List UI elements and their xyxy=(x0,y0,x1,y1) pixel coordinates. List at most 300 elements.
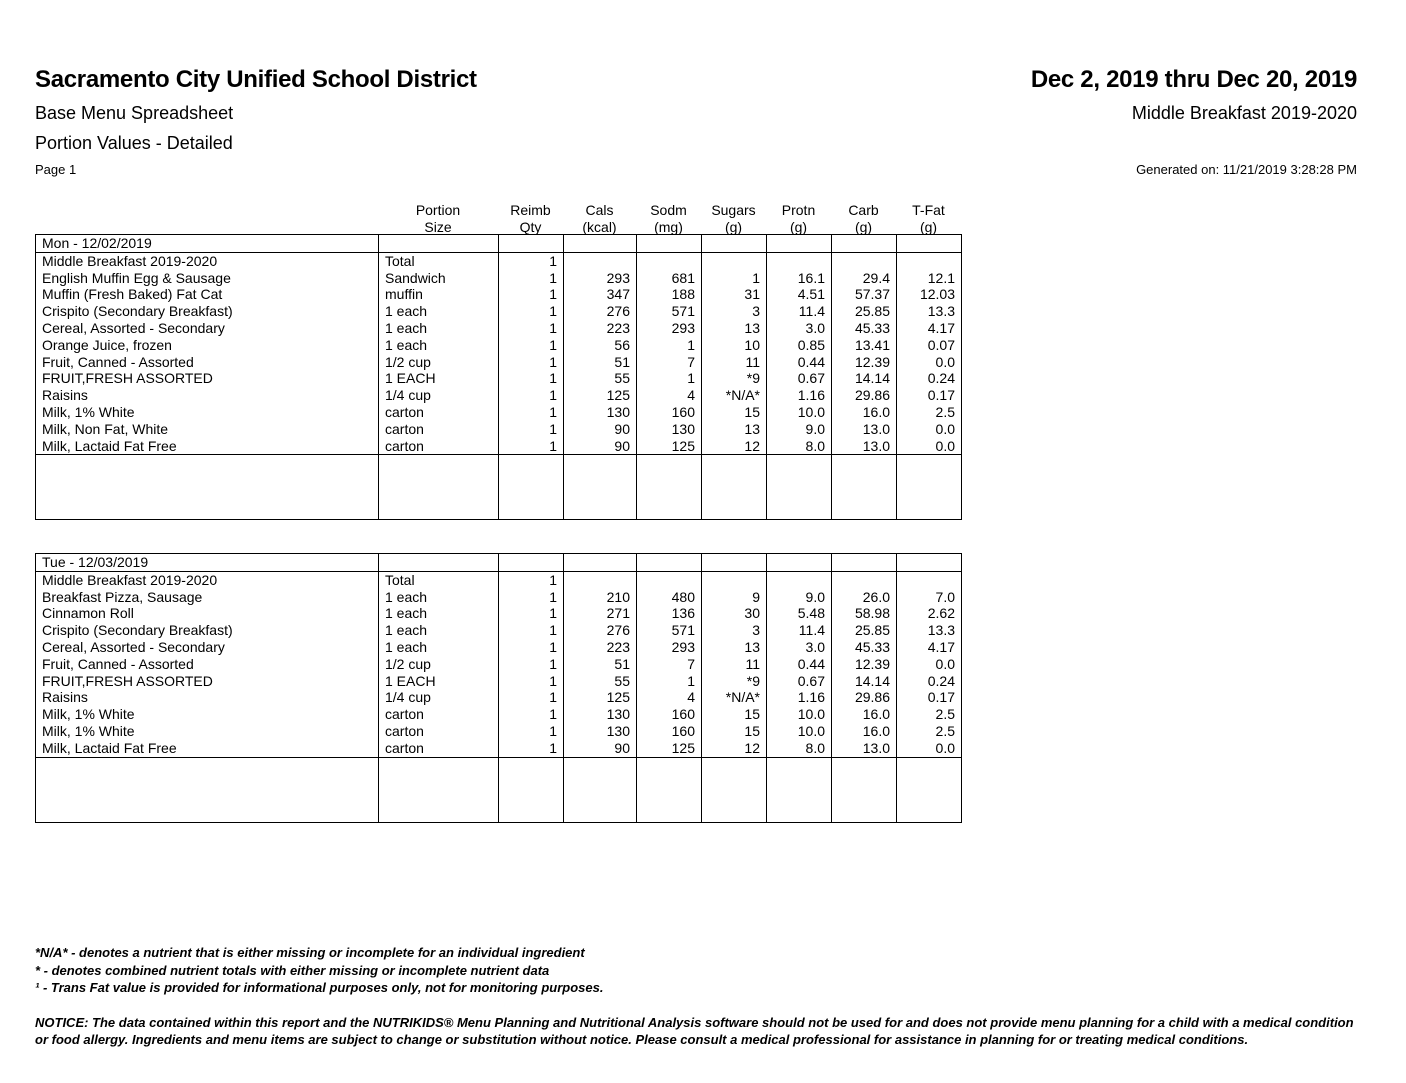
carb-cell: 14.14 xyxy=(832,673,897,690)
district-title: Sacramento City Unified School District xyxy=(35,66,477,93)
cals-cell: 55 xyxy=(564,370,637,387)
column-header-line2: Qty xyxy=(519,219,542,235)
table-row xyxy=(36,723,962,740)
sodium-cell: 130 xyxy=(637,421,702,438)
empty-cell xyxy=(499,235,564,253)
column-header-line1: Sodm xyxy=(650,202,687,218)
sugars-cell: 10 xyxy=(702,337,767,354)
column-header-line1: Carb xyxy=(848,202,879,218)
carb-cell: 16.0 xyxy=(832,706,897,723)
reimb-qty-cell: 1 xyxy=(499,689,564,706)
reimb-qty-cell: 1 xyxy=(499,622,564,639)
total-fat-cell: 2.5 xyxy=(897,404,962,421)
sugars-cell: 13 xyxy=(702,639,767,656)
empty-cell xyxy=(897,235,962,253)
table-row xyxy=(36,404,962,421)
total-fat-cell xyxy=(897,252,962,269)
item-name-cell: Crispito (Secondary Breakfast) xyxy=(36,303,379,320)
empty-cell xyxy=(767,455,832,520)
reimb-qty-cell: 1 xyxy=(499,404,564,421)
empty-cell xyxy=(767,235,832,253)
portion-size-cell: 1 EACH xyxy=(379,370,499,387)
reimb-qty-cell: 1 xyxy=(499,320,564,337)
reimb-qty-cell: 1 xyxy=(499,706,564,723)
item-name-cell: Milk, 1% White xyxy=(36,723,379,740)
column-header-line1: Reimb xyxy=(510,202,551,218)
carb-cell xyxy=(832,252,897,269)
sodium-cell: 1 xyxy=(637,673,702,690)
carb-cell: 25.85 xyxy=(832,622,897,639)
report-type: Base Menu Spreadsheet xyxy=(35,103,234,123)
protein-cell: 3.0 xyxy=(767,639,832,656)
sugars-cell xyxy=(702,571,767,588)
portion-size-cell: 1 each xyxy=(379,589,499,606)
day-label: Mon - 12/02/2019 xyxy=(36,235,379,253)
sodium-cell: 1 xyxy=(637,337,702,354)
carb-cell: 12.39 xyxy=(832,354,897,371)
cals-cell: 125 xyxy=(564,689,637,706)
sodium-cell: 480 xyxy=(637,589,702,606)
portion-size-cell: carton xyxy=(379,404,499,421)
column-header-line2: (g) xyxy=(919,219,938,235)
item-name-cell: Breakfast Pizza, Sausage xyxy=(36,589,379,606)
empty-cell xyxy=(499,554,564,572)
portion-size-cell: carton xyxy=(379,421,499,438)
item-name-cell: Cereal, Assorted - Secondary xyxy=(36,320,379,337)
table-row xyxy=(36,270,962,287)
reimb-qty-cell: 1 xyxy=(499,639,564,656)
reimb-qty-cell: 1 xyxy=(499,387,564,404)
portion-size-cell: 1/2 cup xyxy=(379,354,499,371)
sugars-cell: 31 xyxy=(702,286,767,303)
reimb-qty-cell: 1 xyxy=(499,337,564,354)
portion-size-cell: carton xyxy=(379,723,499,740)
reimb-qty-cell: 1 xyxy=(499,421,564,438)
carb-cell: 45.33 xyxy=(832,639,897,656)
reimb-qty-cell: 1 xyxy=(499,571,564,588)
column-header-protn xyxy=(766,202,831,236)
carb-cell: 16.0 xyxy=(832,723,897,740)
sugars-cell: 13 xyxy=(702,421,767,438)
empty-cell xyxy=(637,235,702,253)
portion-size-cell: 1 each xyxy=(379,605,499,622)
reimb-qty-cell: 1 xyxy=(499,303,564,320)
menu-name: Middle Breakfast 2019-2020 xyxy=(1131,103,1357,123)
cals-cell: 55 xyxy=(564,673,637,690)
reimb-qty-cell: 1 xyxy=(499,252,564,269)
sodium-cell: 1 xyxy=(637,370,702,387)
total-fat-cell: 4.17 xyxy=(897,320,962,337)
empty-cell xyxy=(832,455,897,520)
carb-cell: 29.4 xyxy=(832,270,897,287)
protein-cell: 0.67 xyxy=(767,370,832,387)
cals-cell: 130 xyxy=(564,723,637,740)
day-header-row xyxy=(36,554,962,572)
sugars-cell: 9 xyxy=(702,589,767,606)
reimb-qty-cell: 1 xyxy=(499,270,564,287)
cals-cell: 130 xyxy=(564,404,637,421)
sugars-cell: 13 xyxy=(702,320,767,337)
sugars-cell: 11 xyxy=(702,354,767,371)
empty-cell xyxy=(767,757,832,822)
reimb-qty-cell: 1 xyxy=(499,438,564,455)
protein-cell: 0.67 xyxy=(767,673,832,690)
table-row xyxy=(36,740,962,757)
column-header-line2: (mg) xyxy=(654,219,683,235)
sodium-cell: 125 xyxy=(637,740,702,757)
sodium-cell: 4 xyxy=(637,689,702,706)
cals-cell: 223 xyxy=(564,320,637,337)
empty-cell xyxy=(564,235,637,253)
portion-size-cell: muffin xyxy=(379,286,499,303)
portion-size-cell: Total xyxy=(379,571,499,588)
day-label: Tue - 12/03/2019 xyxy=(36,554,379,572)
table-row xyxy=(36,421,962,438)
sodium-cell xyxy=(637,571,702,588)
column-header-line2: (g) xyxy=(789,219,808,235)
cals-cell: 90 xyxy=(564,421,637,438)
carb-cell: 29.86 xyxy=(832,689,897,706)
protein-cell xyxy=(767,571,832,588)
sodium-cell: 571 xyxy=(637,622,702,639)
item-name-cell: Fruit, Canned - Assorted xyxy=(36,354,379,371)
table-row xyxy=(36,320,962,337)
protein-cell: 10.0 xyxy=(767,706,832,723)
footnote-na: *N/A* - denotes a nutrient that is either missing or incomplete for an individual ingredient xyxy=(35,945,585,960)
total-fat-cell: 2.62 xyxy=(897,605,962,622)
column-header-line1: Portion xyxy=(415,202,461,218)
empty-cell xyxy=(832,235,897,253)
sodium-cell: 136 xyxy=(637,605,702,622)
column-header-line2: (kcal) xyxy=(582,219,617,235)
total-fat-cell: 0.0 xyxy=(897,740,962,757)
cals-cell: 51 xyxy=(564,656,637,673)
page-number: Page 1 xyxy=(35,162,77,177)
total-fat-cell: 13.3 xyxy=(897,303,962,320)
table-row xyxy=(36,354,962,371)
sugars-cell: 15 xyxy=(702,404,767,421)
portion-size-cell: 1 EACH xyxy=(379,673,499,690)
item-name-cell: English Muffin Egg & Sausage xyxy=(36,270,379,287)
item-name-cell: Raisins xyxy=(36,689,379,706)
table-row xyxy=(36,706,962,723)
protein-cell: 10.0 xyxy=(767,404,832,421)
report-detail: Portion Values - Detailed xyxy=(35,133,233,153)
empty-cell xyxy=(36,757,379,822)
item-name-cell: Milk, Lactaid Fat Free xyxy=(36,740,379,757)
sugars-cell: *9 xyxy=(702,673,767,690)
cals-cell xyxy=(564,571,637,588)
cals-cell: 223 xyxy=(564,639,637,656)
protein-cell: 1.16 xyxy=(767,387,832,404)
portion-size-cell: 1 each xyxy=(379,622,499,639)
carb-cell: 58.98 xyxy=(832,605,897,622)
day-table-mon xyxy=(35,234,962,520)
portion-size-cell: carton xyxy=(379,706,499,723)
empty-cell xyxy=(767,554,832,572)
sodium-cell: 681 xyxy=(637,270,702,287)
empty-cell xyxy=(702,455,767,520)
empty-cell xyxy=(832,757,897,822)
carb-cell: 12.39 xyxy=(832,656,897,673)
generated-timestamp: Generated on: 11/21/2019 3:28:28 PM xyxy=(1136,162,1357,177)
cals-cell: 56 xyxy=(564,337,637,354)
portion-size-cell: 1/2 cup xyxy=(379,656,499,673)
item-name-cell: FRUIT,FRESH ASSORTED xyxy=(36,370,379,387)
empty-cell xyxy=(379,757,499,822)
total-fat-cell: 4.17 xyxy=(897,639,962,656)
item-name-cell: Milk, 1% White xyxy=(36,404,379,421)
cals-cell: 293 xyxy=(564,270,637,287)
carb-cell xyxy=(832,571,897,588)
portion-size-cell: 1 each xyxy=(379,639,499,656)
carb-cell: 57.37 xyxy=(832,286,897,303)
portion-size-cell: Sandwich xyxy=(379,270,499,287)
column-header-sugars xyxy=(701,202,766,236)
portion-size-cell: 1 each xyxy=(379,337,499,354)
table-row xyxy=(36,689,962,706)
item-name-cell: Cereal, Assorted - Secondary xyxy=(36,639,379,656)
cals-cell: 347 xyxy=(564,286,637,303)
reimb-qty-cell: 1 xyxy=(499,740,564,757)
item-name-cell: Milk, 1% White xyxy=(36,706,379,723)
carb-cell: 13.0 xyxy=(832,421,897,438)
sugars-cell: 12 xyxy=(702,740,767,757)
empty-cell xyxy=(379,554,499,572)
portion-size-cell: 1/4 cup xyxy=(379,689,499,706)
reimb-qty-cell: 1 xyxy=(499,605,564,622)
notice-text: NOTICE: The data contained within this report and the NUTRIKIDS® Menu Planning and Nutritional Analysis software should not be used for and does not provide menu planning for a child with a medical condition or food allergy. Ingredients and menu items are subject to change or substitution without notice. Please consult a medical professional for assistance in planning for or treating medical conditions. xyxy=(35,1015,1354,1047)
protein-cell: 10.0 xyxy=(767,723,832,740)
table-row xyxy=(36,286,962,303)
empty-cell xyxy=(702,235,767,253)
total-fat-cell: 12.03 xyxy=(897,286,962,303)
cals-cell: 276 xyxy=(564,303,637,320)
sugars-cell: 12 xyxy=(702,438,767,455)
empty-cell xyxy=(379,235,499,253)
item-name-cell: Fruit, Canned - Assorted xyxy=(36,656,379,673)
blank-row xyxy=(36,757,962,822)
empty-cell xyxy=(564,455,637,520)
empty-cell xyxy=(702,757,767,822)
total-fat-cell: 0.0 xyxy=(897,438,962,455)
empty-cell xyxy=(897,455,962,520)
sugars-cell: 11 xyxy=(702,656,767,673)
cals-cell: 51 xyxy=(564,354,637,371)
sodium-cell: 7 xyxy=(637,354,702,371)
table-row xyxy=(36,673,962,690)
item-name-cell: FRUIT,FRESH ASSORTED xyxy=(36,673,379,690)
sodium-cell xyxy=(637,252,702,269)
protein-cell: 0.85 xyxy=(767,337,832,354)
cals-cell: 276 xyxy=(564,622,637,639)
total-fat-cell: 0.17 xyxy=(897,387,962,404)
empty-cell xyxy=(637,455,702,520)
portion-size-cell: 1/4 cup xyxy=(379,387,499,404)
empty-cell xyxy=(36,455,379,520)
table-row xyxy=(36,571,962,588)
protein-cell: 5.48 xyxy=(767,605,832,622)
column-header-line1: Protn xyxy=(781,202,816,218)
empty-cell xyxy=(499,757,564,822)
total-fat-cell: 0.17 xyxy=(897,689,962,706)
carb-cell: 13.41 xyxy=(832,337,897,354)
empty-cell xyxy=(897,757,962,822)
table-row xyxy=(36,438,962,455)
item-name-cell: Milk, Lactaid Fat Free xyxy=(36,438,379,455)
column-header-line2: (g) xyxy=(724,219,743,235)
protein-cell: 11.4 xyxy=(767,303,832,320)
total-fat-cell: 12.1 xyxy=(897,270,962,287)
item-name-cell: Muffin (Fresh Baked) Fat Cat xyxy=(36,286,379,303)
protein-cell: 16.1 xyxy=(767,270,832,287)
carb-cell: 45.33 xyxy=(832,320,897,337)
sugars-cell: 15 xyxy=(702,723,767,740)
sugars-cell: 30 xyxy=(702,605,767,622)
table-row xyxy=(36,303,962,320)
table-row xyxy=(36,639,962,656)
item-name-cell: Raisins xyxy=(36,387,379,404)
sodium-cell: 160 xyxy=(637,706,702,723)
carb-cell: 13.0 xyxy=(832,740,897,757)
empty-cell xyxy=(379,455,499,520)
empty-cell xyxy=(832,554,897,572)
column-header-line1: Sugars xyxy=(711,202,756,218)
protein-cell: 8.0 xyxy=(767,438,832,455)
day-header-row xyxy=(36,235,962,253)
column-header-cals xyxy=(563,202,636,236)
cals-cell: 130 xyxy=(564,706,637,723)
total-fat-cell: 2.5 xyxy=(897,706,962,723)
reimb-qty-cell: 1 xyxy=(499,589,564,606)
portion-size-cell: carton xyxy=(379,740,499,757)
sodium-cell: 293 xyxy=(637,320,702,337)
item-name-cell: Cinnamon Roll xyxy=(36,605,379,622)
protein-cell: 1.16 xyxy=(767,689,832,706)
empty-cell xyxy=(637,757,702,822)
portion-size-cell: 1 each xyxy=(379,303,499,320)
sugars-cell: 15 xyxy=(702,706,767,723)
reimb-qty-cell: 1 xyxy=(499,354,564,371)
sodium-cell: 160 xyxy=(637,404,702,421)
table-row xyxy=(36,252,962,269)
date-range: Dec 2, 2019 thru Dec 20, 2019 xyxy=(1030,66,1357,93)
total-fat-cell: 0.07 xyxy=(897,337,962,354)
sugars-cell: *9 xyxy=(702,370,767,387)
reimb-qty-cell: 1 xyxy=(499,673,564,690)
column-header-reimb-qty xyxy=(498,202,563,236)
protein-cell: 0.44 xyxy=(767,354,832,371)
empty-cell xyxy=(702,554,767,572)
item-name-cell: Milk, Non Fat, White xyxy=(36,421,379,438)
sodium-cell: 4 xyxy=(637,387,702,404)
protein-cell: 11.4 xyxy=(767,622,832,639)
item-name-cell: Middle Breakfast 2019-2020 xyxy=(36,571,379,588)
column-header-sodm xyxy=(636,202,701,236)
column-header-tfat xyxy=(896,202,961,236)
total-fat-cell: 0.24 xyxy=(897,370,962,387)
carb-cell: 25.85 xyxy=(832,303,897,320)
portion-size-cell: 1 each xyxy=(379,320,499,337)
reimb-qty-cell: 1 xyxy=(499,656,564,673)
carb-cell: 16.0 xyxy=(832,404,897,421)
cals-cell: 210 xyxy=(564,589,637,606)
empty-cell xyxy=(637,554,702,572)
table-row xyxy=(36,337,962,354)
protein-cell xyxy=(767,252,832,269)
total-fat-cell xyxy=(897,571,962,588)
column-header-line1: Cals xyxy=(585,202,614,218)
column-header-portion-size xyxy=(378,202,498,236)
table-row xyxy=(36,387,962,404)
cals-cell xyxy=(564,252,637,269)
footnote-star: * - denotes combined nutrient totals with either missing or incomplete nutrient data xyxy=(35,963,550,978)
column-header-carb xyxy=(831,202,896,236)
protein-cell: 9.0 xyxy=(767,589,832,606)
cals-cell: 90 xyxy=(564,740,637,757)
table-row xyxy=(36,656,962,673)
item-name-cell: Orange Juice, frozen xyxy=(36,337,379,354)
table-row xyxy=(36,370,962,387)
sugars-cell: *N/A* xyxy=(702,689,767,706)
total-fat-cell: 0.0 xyxy=(897,421,962,438)
total-fat-cell: 2.5 xyxy=(897,723,962,740)
footnote-trans-fat: ¹ - Trans Fat value is provided for informational purposes only, not for monitoring purposes. xyxy=(35,980,604,995)
blank-row xyxy=(36,455,962,520)
carb-cell: 29.86 xyxy=(832,387,897,404)
total-fat-cell: 0.0 xyxy=(897,354,962,371)
sugars-cell: 3 xyxy=(702,303,767,320)
empty-cell xyxy=(564,757,637,822)
protein-cell: 0.44 xyxy=(767,656,832,673)
cals-cell: 90 xyxy=(564,438,637,455)
carb-cell: 26.0 xyxy=(832,589,897,606)
column-header-line2: (g) xyxy=(854,219,873,235)
item-name-cell: Middle Breakfast 2019-2020 xyxy=(36,252,379,269)
sugars-cell xyxy=(702,252,767,269)
column-header-line2: Size xyxy=(424,219,452,235)
total-fat-cell: 7.0 xyxy=(897,589,962,606)
protein-cell: 9.0 xyxy=(767,421,832,438)
empty-cell xyxy=(897,554,962,572)
table-row xyxy=(36,605,962,622)
sodium-cell: 125 xyxy=(637,438,702,455)
column-header-line1: T-Fat xyxy=(912,202,945,218)
sodium-cell: 188 xyxy=(637,286,702,303)
reimb-qty-cell: 1 xyxy=(499,286,564,303)
carb-cell: 13.0 xyxy=(832,438,897,455)
cals-cell: 125 xyxy=(564,387,637,404)
table-row xyxy=(36,589,962,606)
empty-cell xyxy=(564,554,637,572)
portion-size-cell: Total xyxy=(379,252,499,269)
sodium-cell: 7 xyxy=(637,656,702,673)
sugars-cell: 3 xyxy=(702,622,767,639)
sugars-cell: *N/A* xyxy=(702,387,767,404)
item-name-cell: Crispito (Secondary Breakfast) xyxy=(36,622,379,639)
sodium-cell: 160 xyxy=(637,723,702,740)
portion-size-cell: carton xyxy=(379,438,499,455)
day-table-tue xyxy=(35,553,962,823)
sodium-cell: 571 xyxy=(637,303,702,320)
carb-cell: 14.14 xyxy=(832,370,897,387)
cals-cell: 271 xyxy=(564,605,637,622)
protein-cell: 8.0 xyxy=(767,740,832,757)
sodium-cell: 293 xyxy=(637,639,702,656)
reimb-qty-cell: 1 xyxy=(499,723,564,740)
total-fat-cell: 13.3 xyxy=(897,622,962,639)
empty-cell xyxy=(499,455,564,520)
